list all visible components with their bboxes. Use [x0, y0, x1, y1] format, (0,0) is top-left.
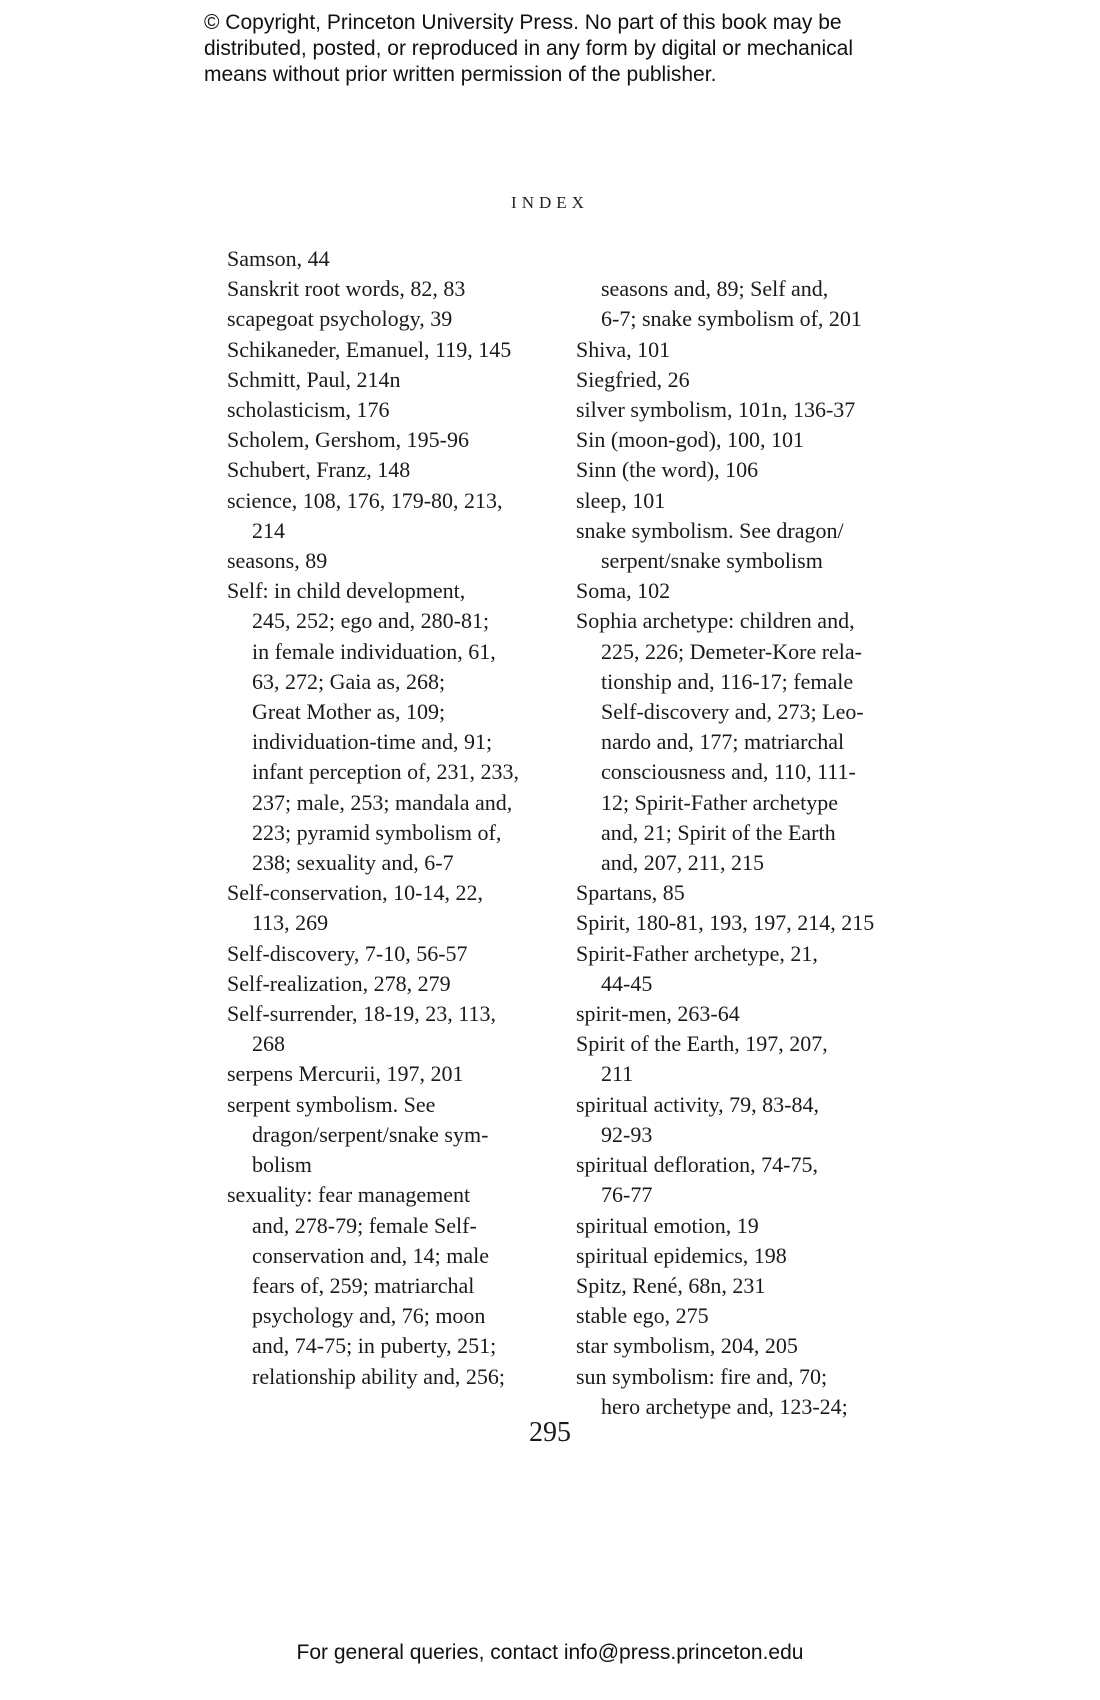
index-entry: [227, 576, 567, 878]
index-entry-line: silver symbolism, 101n, 136-37: [576, 397, 856, 423]
index-entry: [576, 1150, 906, 1210]
index-entry: [227, 335, 567, 365]
index-entry-line: scapegoat psychology, 39: [227, 306, 453, 332]
index-entry-continuation: 92-93: [601, 1121, 653, 1147]
index-entry-line: sexuality: fear management: [227, 1182, 471, 1208]
index-entry: [576, 908, 906, 938]
index-entry-continuation: 113, 269: [252, 910, 329, 936]
index-entry-continuation: fears of, 259; matriarchal: [252, 1272, 475, 1298]
index-entry-continuation: 237; male, 253; mandala and,: [252, 789, 513, 815]
index-entry-line: sleep, 101: [576, 487, 666, 513]
index-entry: [576, 1090, 906, 1150]
index-entry-continuation: individuation-time and, 91;: [252, 729, 493, 755]
footer-contact: For general queries, contact info@press.princeton.edu: [296, 1641, 804, 1664]
index-heading: INDEX: [511, 193, 589, 212]
index-entry: [227, 1059, 567, 1089]
index-entry: [576, 999, 906, 1029]
index-entry-line: Spirit-Father archetype, 21,: [576, 940, 818, 966]
index-entry-line: star symbolism, 204, 205: [576, 1333, 798, 1359]
copyright-line: distributed, posted, or reproduced in any form by digital or mechanical: [204, 37, 854, 60]
index-entry-continuation: 268: [252, 1031, 285, 1057]
index-entry-line: Spirit, 180-81, 193, 197, 214, 215: [576, 910, 875, 936]
index-entry: [576, 365, 906, 395]
index-entry: [227, 425, 567, 455]
index-entry-continuation: 76-77: [601, 1182, 653, 1208]
index-entry-line: spirit-men, 263-64: [576, 1001, 740, 1027]
index-entry-continuation: bolism: [252, 1152, 312, 1178]
index-column-right: [576, 244, 906, 1422]
index-entry-line: Sophia archetype: children and,: [576, 608, 855, 634]
index-entry: [576, 244, 906, 335]
index-entry-continuation: 238; sexuality and, 6-7: [252, 850, 454, 876]
index-entry-line: stable ego, 275: [576, 1303, 709, 1329]
index-entry-line: Spartans, 85: [576, 880, 685, 906]
index-entry-continuation: infant perception of, 231, 233,: [252, 759, 519, 785]
index-entry-continuation: in female individuation, 61,: [252, 638, 496, 664]
index-entry-continuation: and, 278-79; female Self-: [252, 1212, 477, 1238]
index-entry: [227, 244, 567, 274]
index-entry: [227, 274, 567, 304]
copyright-line: © Copyright, Princeton University Press. No part of this book may be: [204, 11, 842, 34]
index-entry: [576, 1301, 906, 1331]
index-entry-continuation: 211: [601, 1061, 634, 1087]
index-entry: [576, 516, 906, 576]
copyright-line: means without prior written permission of the publisher.: [204, 63, 717, 86]
index-entry: [576, 335, 906, 365]
index-entry-line: Spitz, René, 68n, 231: [576, 1272, 766, 1298]
index-entry: [227, 395, 567, 425]
index-entry: [227, 878, 567, 938]
index-entry-line: serpens Mercurii, 197, 201: [227, 1061, 464, 1087]
index-entry-continuation: and, 21; Spirit of the Earth: [601, 819, 836, 845]
index-entry: [576, 1271, 906, 1301]
index-entry: [576, 1211, 906, 1241]
index-entry-line: spiritual defloration, 74-75,: [576, 1152, 818, 1178]
index-entry: [227, 999, 567, 1059]
index-entry-line: [576, 244, 906, 274]
index-entry-line: Sanskrit root words, 82, 83: [227, 276, 466, 302]
page-number: 295: [529, 1417, 571, 1448]
index-entry-line: Siegfried, 26: [576, 366, 690, 392]
index-entry: [227, 455, 567, 485]
index-entry: [576, 576, 906, 606]
index-entry: [227, 1090, 567, 1181]
index-entry-continuation: 214: [252, 517, 285, 543]
index-entry: [227, 365, 567, 395]
index-entry: [576, 1331, 906, 1361]
index-entry-continuation: conservation and, 14; male: [252, 1242, 490, 1268]
index-entry: [227, 969, 567, 999]
index-entry-line: Shiva, 101: [576, 336, 671, 362]
index-entry-line: sun symbolism: fire and, 70;: [576, 1363, 828, 1389]
index-entry-continuation: relationship ability and, 256;: [252, 1363, 505, 1389]
index-entry: [576, 939, 906, 999]
index-entry-continuation: 225, 226; Demeter-Kore rela-: [601, 638, 863, 664]
index-entry-line: serpent symbolism. See: [227, 1091, 436, 1117]
index-entry: [227, 304, 567, 334]
index-entry: [227, 546, 567, 576]
index-entry-continuation: seasons and, 89; Self and,: [601, 276, 829, 302]
index-entry-line: Schubert, Franz, 148: [227, 457, 411, 483]
index-entry-line: spiritual emotion, 19: [576, 1212, 759, 1238]
index-entry-line: Scholem, Gershom, 195-96: [227, 427, 469, 453]
index-entry-continuation: 63, 272; Gaia as, 268;: [252, 668, 446, 694]
index-entry-line: Self-surrender, 18-19, 23, 113,: [227, 1001, 496, 1027]
index-entry-continuation: tionship and, 116-17; female: [601, 668, 854, 694]
index-entry-line: Schikaneder, Emanuel, 119, 145: [227, 336, 512, 362]
index-entry-line: Sin (moon-god), 100, 101: [576, 427, 804, 453]
index-entry: [576, 455, 906, 485]
index-entry-continuation: Great Mother as, 109;: [252, 699, 446, 725]
index-entry: [576, 1362, 906, 1422]
index-entry-line: seasons, 89: [227, 548, 328, 574]
index-entry-line: spiritual epidemics, 198: [576, 1242, 787, 1268]
index-entry-continuation: 6-7; snake symbolism of, 201: [601, 306, 862, 332]
index-entry-continuation: and, 207, 211, 215: [601, 850, 764, 876]
index-entry-continuation: 223; pyramid symbolism of,: [252, 819, 502, 845]
index-entry-line: Self-discovery, 7-10, 56-57: [227, 940, 468, 966]
index-entry: [576, 425, 906, 455]
index-entry-continuation: and, 74-75; in puberty, 251;: [252, 1333, 497, 1359]
index-entry: [576, 1029, 906, 1089]
index-entry-line: Sinn (the word), 106: [576, 457, 759, 483]
index-entry-continuation: 44-45: [601, 970, 653, 996]
index-entry: [576, 395, 906, 425]
index-entry-line: scholasticism, 176: [227, 397, 390, 423]
index-entry-line: Self: in child development,: [227, 578, 466, 604]
index-entry-continuation: Self-discovery and, 273; Leo-: [601, 699, 864, 725]
index-entry: [576, 1241, 906, 1271]
index-entry-line: spiritual activity, 79, 83-84,: [576, 1091, 819, 1117]
index-entry-continuation: dragon/serpent/snake sym-: [252, 1121, 489, 1147]
index-entry-line: Samson, 44: [227, 246, 330, 271]
index-entry-line: Spirit of the Earth, 197, 207,: [576, 1031, 828, 1057]
index-entry-line: science, 108, 176, 179-80, 213,: [227, 487, 503, 513]
index-entry: [576, 606, 906, 878]
index-entry-continuation: consciousness and, 110, 111-: [601, 759, 856, 785]
index-entry-continuation: serpent/snake symbolism: [601, 548, 823, 574]
index-entry-continuation: hero archetype and, 123-24;: [601, 1393, 848, 1419]
index-entry: [227, 1180, 567, 1391]
index-entry-line: Schmitt, Paul, 214n: [227, 366, 401, 392]
index-entry-line: Soma, 102: [576, 578, 671, 604]
copyright-notice: [204, 10, 924, 88]
index-entry-continuation: psychology and, 76; moon: [252, 1303, 486, 1329]
index-column-left: [227, 244, 567, 1392]
index-entry-continuation: 12; Spirit-Father archetype: [601, 789, 839, 815]
index-entry-line: Self-realization, 278, 279: [227, 970, 451, 996]
index-entry-line: snake symbolism. See dragon/: [576, 517, 844, 543]
index-entry-continuation: 245, 252; ego and, 280-81;: [252, 608, 490, 634]
index-entry: [576, 486, 906, 516]
index-entry-line: Self-conservation, 10-14, 22,: [227, 880, 483, 906]
index-entry: [227, 939, 567, 969]
index-entry: [576, 878, 906, 908]
index-entry: [227, 486, 567, 546]
index-entry-continuation: nardo and, 177; matriarchal: [601, 729, 845, 755]
